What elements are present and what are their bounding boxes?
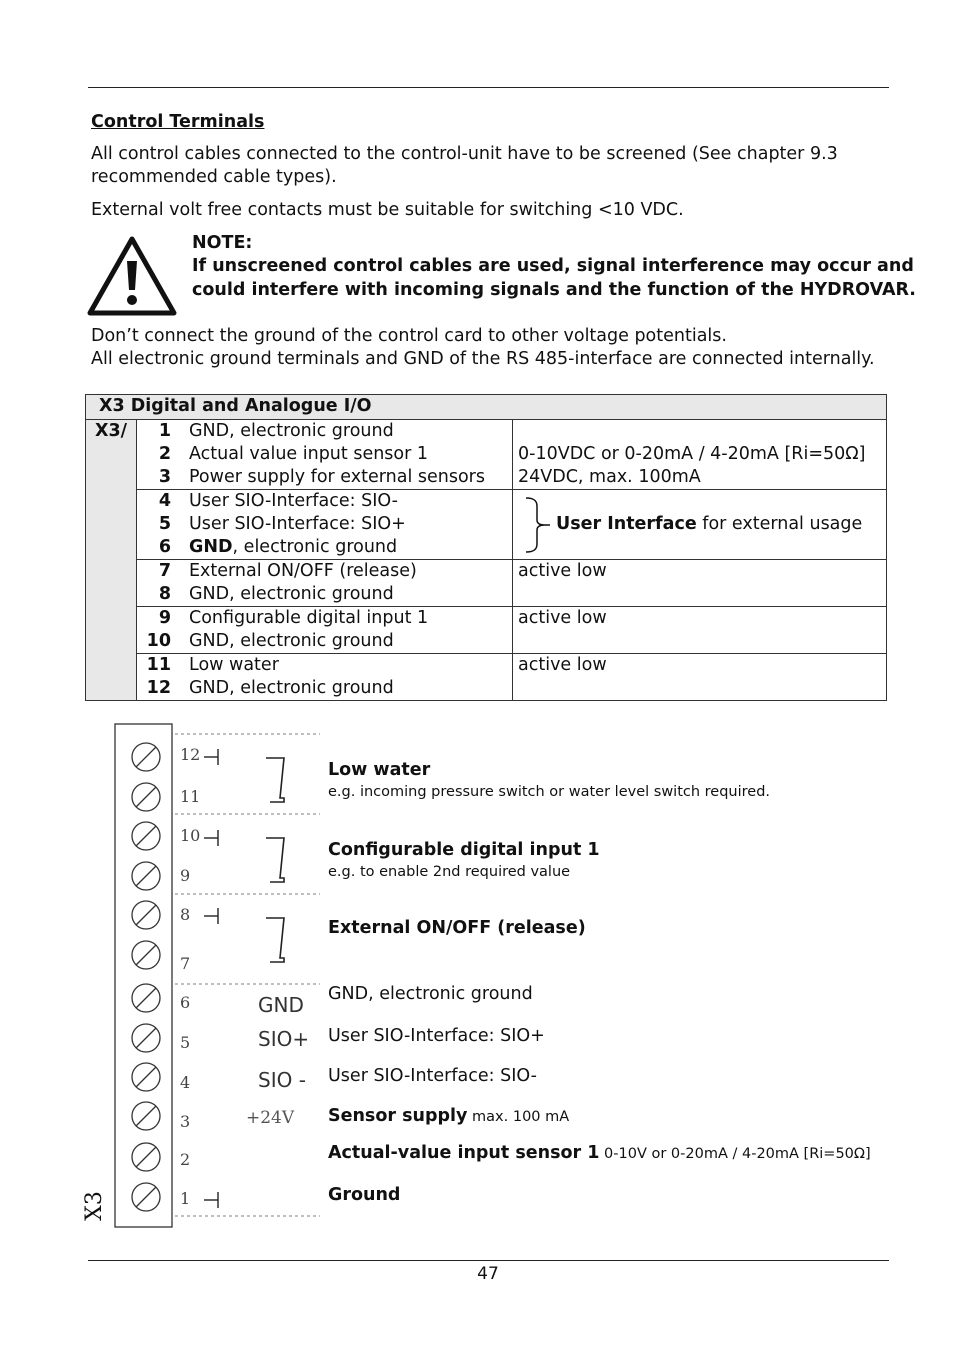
terminal-note: 24VDC, max. 100mA xyxy=(518,467,701,487)
low-water-sub: e.g. incoming pressure switch or water level switch required. xyxy=(328,784,771,800)
table-row-group xyxy=(86,420,887,490)
intro-paragraph-line1: All control cables connected to the control-unit have to be screened (See chapter 9.3 xyxy=(91,144,838,164)
terminal-number: 7 xyxy=(158,561,171,581)
terminal-description: , electronic ground xyxy=(232,537,398,557)
terminal-number: 6 xyxy=(158,537,171,557)
terminal-label-7: 7 xyxy=(180,954,191,973)
terminal-number: 1 xyxy=(158,421,171,441)
gnd-tag: GND xyxy=(258,993,304,1017)
terminal-description: User SIO-Interface: SIO- xyxy=(189,491,398,511)
terminal-label-1: 1 xyxy=(180,1189,191,1208)
user-interface-label: User Interface xyxy=(556,514,697,534)
terminal-number: 10 xyxy=(146,631,171,651)
actual-value-label: Actual-value input sensor 1 xyxy=(328,1143,600,1163)
note-line2: could interfere with incoming signals and the function of the HYDROVAR. xyxy=(192,280,916,300)
terminal-note: active low xyxy=(513,607,887,654)
terminal-description: GND, electronic ground xyxy=(189,678,394,698)
connector-cell: X3/ xyxy=(86,420,137,701)
terminal-description: GND, electronic ground xyxy=(189,584,394,604)
page-number: 47 xyxy=(477,1264,499,1284)
terminal-label-5: 5 xyxy=(180,1033,191,1052)
table-title: X3 Digital and Analogue I/O xyxy=(86,395,887,420)
terminal-label-2: 2 xyxy=(180,1150,191,1169)
terminal-description: Configurable digital input 1 xyxy=(189,608,429,628)
sensor-supply-label: Sensor supply xyxy=(328,1106,468,1126)
config-input-sub: e.g. to enable 2nd required value xyxy=(328,864,571,880)
switch-symbols xyxy=(266,758,284,962)
sio-minus-label: User SIO-Interface: SIO- xyxy=(328,1066,537,1086)
sio-plus-tag: SIO+ xyxy=(258,1027,310,1051)
screw-terminals xyxy=(132,743,160,1211)
sio-plus-label: User SIO-Interface: SIO+ xyxy=(328,1026,545,1046)
terminal-label-6: 6 xyxy=(180,993,191,1012)
terminal-label-11: 11 xyxy=(180,787,201,806)
tee-markers xyxy=(204,749,218,1208)
terminal-number: 8 xyxy=(158,584,171,604)
brace-icon xyxy=(523,496,551,554)
ground-paragraph-line2: All electronic ground terminals and GND of the RS 485-interface are connected internally. xyxy=(91,349,875,369)
note-line1: If unscreened control cables are used, signal interference may occur and xyxy=(192,256,914,276)
terminal-description: External ON/OFF (release) xyxy=(189,561,417,581)
terminal-note: 0-10VDC or 0-20mA / 4-20mA [Ri=50Ω] xyxy=(518,444,866,464)
section-title: Control Terminals xyxy=(91,112,265,132)
terminal-description: User SIO-Interface: SIO+ xyxy=(189,514,406,534)
actual-value-sub: 0-10V or 0-20mA / 4-20mA [Ri=50Ω] xyxy=(599,1146,871,1162)
bottom-rule xyxy=(88,1260,889,1261)
terminal-label-3: 3 xyxy=(180,1112,191,1131)
volt-free-paragraph: External volt free contacts must be suitable for switching <10 VDC. xyxy=(91,200,684,220)
terminal-label-9: 9 xyxy=(180,866,191,885)
terminal-number: 2 xyxy=(158,444,171,464)
gnd-label: GND, electronic ground xyxy=(328,984,533,1004)
sio-minus-tag: SIO - xyxy=(258,1068,306,1092)
table-row-group xyxy=(86,607,887,654)
table-row-group xyxy=(86,560,887,607)
terminal-number: 11 xyxy=(146,655,171,675)
intro-paragraph-line2: recommended cable types). xyxy=(91,167,337,187)
low-water-label: Low water xyxy=(328,760,431,780)
table-row-group xyxy=(86,654,887,701)
terminal-number: 3 xyxy=(158,467,171,487)
v24-tag: +24V xyxy=(246,1108,295,1128)
warning-icon xyxy=(86,234,178,318)
terminal-block-diagram xyxy=(80,720,325,1232)
group-separators xyxy=(175,734,320,1216)
terminal-description: GND, electronic ground xyxy=(189,631,394,651)
terminal-label-4: 4 xyxy=(180,1073,191,1092)
sensor-supply-sub: max. 100 mA xyxy=(467,1109,570,1125)
ext-onoff-label: External ON/OFF (release) xyxy=(328,918,586,938)
ground-label: Ground xyxy=(328,1185,401,1205)
terminal-label-12: 12 xyxy=(180,745,201,764)
terminal-note: active low xyxy=(513,560,887,607)
x3-io-table xyxy=(85,394,887,701)
ground-paragraph-line1: Don’t connect the ground of the control card to other voltage potentials. xyxy=(91,326,727,346)
config-input-label: Configurable digital input 1 xyxy=(328,840,600,860)
top-rule xyxy=(88,87,889,88)
table-row-group xyxy=(86,490,887,560)
terminal-number: 12 xyxy=(146,678,171,698)
terminal-number: 9 xyxy=(158,608,171,628)
terminal-label-8: 8 xyxy=(180,905,191,924)
connector-label: X3 xyxy=(82,1191,107,1221)
note-heading: NOTE: xyxy=(192,233,253,253)
terminal-number: 5 xyxy=(158,514,171,534)
terminal-label-10: 10 xyxy=(180,826,201,845)
user-interface-note: for external usage xyxy=(696,514,863,534)
terminal-description: GND, electronic ground xyxy=(189,421,394,441)
terminal-description: Actual value input sensor 1 xyxy=(189,444,429,464)
terminal-note: active low xyxy=(513,654,887,701)
terminal-description-bold: GND xyxy=(189,537,233,557)
terminal-description: Low water xyxy=(189,655,279,675)
terminal-description: Power supply for external sensors xyxy=(189,467,485,487)
terminal-number: 4 xyxy=(158,491,171,511)
